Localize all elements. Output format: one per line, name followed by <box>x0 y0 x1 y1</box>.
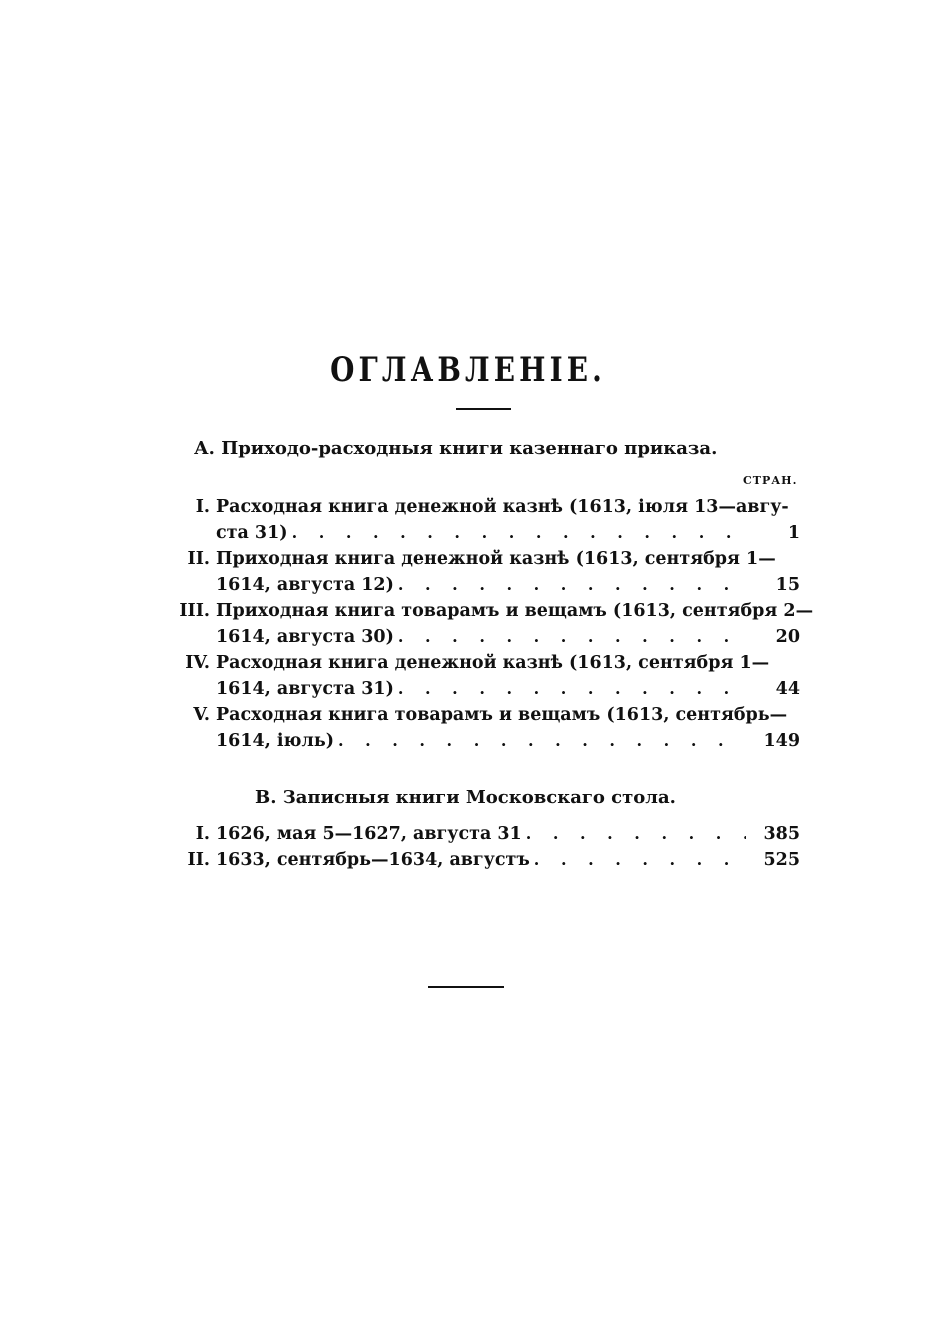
dot-leader <box>534 847 746 873</box>
dot-leader <box>526 821 746 847</box>
entry-number: II. <box>187 850 210 870</box>
entry-number: V. <box>193 705 210 725</box>
dot-leader <box>398 676 746 702</box>
page-title: ОГЛАВЛЕНІЕ. <box>330 350 606 390</box>
entry-page: 1 <box>787 523 800 543</box>
entry-number: III. <box>179 601 210 621</box>
entry-page: 525 <box>763 850 800 870</box>
entry-page: 44 <box>775 679 800 699</box>
entry-number: I. <box>195 824 210 844</box>
entry-page: 20 <box>775 627 800 647</box>
entry-title: Приходная книга денежной казнѣ (1613, сентября 1— <box>216 549 776 569</box>
toc-entry-b2[interactable] <box>170 847 800 873</box>
entry-title: 1633, сентябрь—1634, августъ <box>216 850 530 870</box>
entry-page: 149 <box>763 731 800 751</box>
entry-title-continued: 1614, августа 30) <box>216 627 394 647</box>
title-divider <box>456 408 511 410</box>
toc-entry-a5[interactable] <box>170 702 800 754</box>
entry-number: I. <box>195 497 210 517</box>
entry-title: Приходная книга товарамъ и вещамъ (1613, сентября 2— <box>216 601 814 621</box>
entry-title-continued: 1614, августа 31) <box>216 679 394 699</box>
entry-number: II. <box>187 549 210 569</box>
entry-title-continued: 1614, августа 12) <box>216 575 394 595</box>
closing-divider <box>428 986 504 988</box>
toc-entry-a1[interactable] <box>170 494 800 546</box>
entry-page: 15 <box>775 575 800 595</box>
toc-entry-b1[interactable] <box>170 821 800 847</box>
toc-entry-a4[interactable] <box>170 650 800 702</box>
entry-number: IV. <box>185 653 210 673</box>
dot-leader <box>338 728 746 754</box>
toc-entry-a3[interactable] <box>170 598 814 650</box>
toc-entry-a2[interactable] <box>170 546 800 598</box>
section-a-heading: А. Приходо-расходныя книги казеннаго приказа. <box>194 438 718 459</box>
entry-title-continued: 1614, іюль) <box>216 731 334 751</box>
entry-title-continued: ста 31) <box>216 523 288 543</box>
section-b-heading: В. Записныя книги Московскаго стола. <box>255 787 676 808</box>
dot-leader <box>292 520 746 546</box>
dot-leader <box>398 624 746 650</box>
entry-page: 385 <box>763 824 800 844</box>
entry-title: Расходная книга товарамъ и вещамъ (1613, сентябрь— <box>216 705 788 725</box>
entry-title: Расходная книга денежной казнѣ (1613, сентября 1— <box>216 653 770 673</box>
entry-title: Расходная книга денежной казнѣ (1613, іюля 13—авгу- <box>216 497 789 517</box>
pages-column-label: СТРАН. <box>743 474 798 487</box>
dot-leader <box>398 572 746 598</box>
entry-title: 1626, мая 5—1627, августа 31 <box>216 824 522 844</box>
